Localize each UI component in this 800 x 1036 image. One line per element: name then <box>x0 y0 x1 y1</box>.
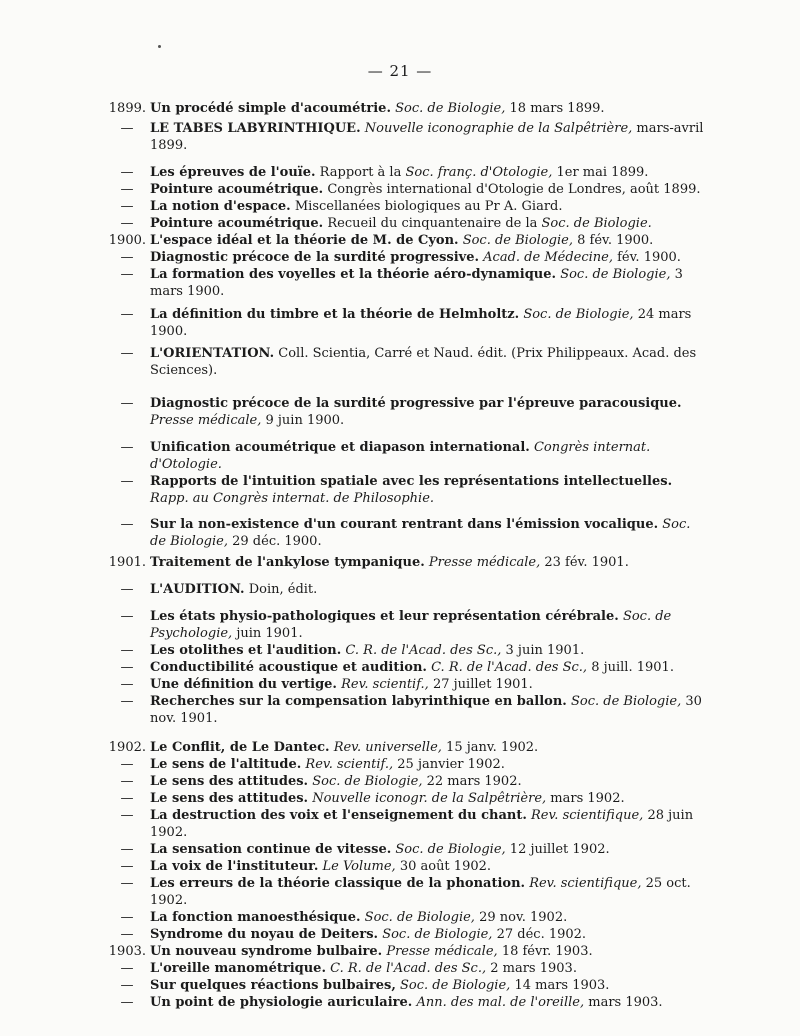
bibliography-entry <box>0 807 800 841</box>
entry-source: Soc. de Biologie, <box>523 307 634 322</box>
entry-dash: — <box>120 199 134 214</box>
entry-year: 1901. <box>108 555 146 570</box>
bibliography-entry <box>0 875 800 909</box>
bibliography-list <box>0 100 800 1011</box>
entry-text <box>150 807 710 841</box>
entry-text <box>150 266 710 300</box>
entry-year: 1899. <box>108 101 146 116</box>
entry-dash: — <box>120 643 134 658</box>
entry-date: 30 août 1902. <box>399 859 492 874</box>
entry-title: Conductibilité acoustique et audition. <box>150 660 427 675</box>
entry-title: Pointure acoumétrique. <box>150 182 324 197</box>
bibliography-entry <box>0 693 800 727</box>
entry-title: Un nouveau syndrome bulbaire. <box>150 944 383 959</box>
entry-title: Pointure acoumétrique. <box>150 216 324 231</box>
entry-date: 2 mars 1903. <box>490 961 577 976</box>
entry-title: L'oreille manométrique. <box>150 961 326 976</box>
entry-dash: — <box>120 660 134 675</box>
entry-date: 15 janv. 1902. <box>446 740 539 755</box>
entry-dash: — <box>120 859 134 874</box>
entry-text <box>150 909 710 926</box>
entry-text <box>150 306 710 340</box>
entry-date: 22 mars 1902. <box>426 774 522 789</box>
entry-date: 12 juillet 1902. <box>509 842 610 857</box>
bibliography-entry <box>0 739 800 756</box>
bibliography-entry <box>0 977 800 994</box>
entry-title: Traitement de l'ankylose tympanique. <box>150 555 425 570</box>
entry-title: L'ORIENTATION. <box>150 346 275 361</box>
entry-dash: — <box>120 609 134 624</box>
entry-dash: — <box>120 961 134 976</box>
bibliography-entry <box>0 909 800 926</box>
bibliography-entry <box>0 232 800 249</box>
entry-dash: — <box>120 808 134 823</box>
entry-title: L'AUDITION. <box>150 582 245 597</box>
bibliography-entry <box>0 249 800 266</box>
entry-title: LE TABES LABYRINTHIQUE. <box>150 121 361 136</box>
entry-text <box>150 395 710 429</box>
entry-text <box>150 659 710 676</box>
bibliography-entry <box>0 181 800 198</box>
entry-title: Sur la non-existence d'un courant rentrant dans l'émission vocalique. <box>150 517 659 532</box>
entry-date: 29 déc. 1900. <box>232 534 322 549</box>
entry-dash: — <box>120 267 134 282</box>
entry-title: Un procédé simple d'acoumétrie. <box>150 101 391 116</box>
entry-text <box>150 164 710 181</box>
entry-dash: — <box>120 517 134 532</box>
entry-text <box>150 756 710 773</box>
entry-date: mars-avril 1899. <box>150 121 704 153</box>
bibliography-entry <box>0 756 800 773</box>
entry-note: Doin, édit. <box>248 582 318 597</box>
bibliography-entry <box>0 960 800 977</box>
entry-title: Sur quelques réactions bulbaires, <box>150 978 396 993</box>
entry-dash: — <box>120 474 134 489</box>
entry-text <box>150 120 710 154</box>
entry-source: Nouvelle iconogr. de la Salpêtrière, <box>312 791 547 806</box>
entry-date: 28 juin 1902. <box>150 808 694 840</box>
entry-source: Soc. de Biologie, <box>570 694 682 709</box>
bibliography-entry <box>0 266 800 300</box>
entry-title: La notion d'espace. <box>150 199 291 214</box>
entry-text <box>150 232 710 249</box>
entry-title: Une définition du vertige. <box>150 677 337 692</box>
entry-source: Presse médicale, <box>386 944 498 959</box>
entry-source: Soc. de Psychologie, <box>150 609 672 641</box>
entry-source: Rev. scientifique, <box>531 808 644 823</box>
entry-text <box>150 439 710 473</box>
entry-date: 24 mars 1900. <box>150 307 692 339</box>
bibliography-entry <box>0 215 800 232</box>
bibliography-entry <box>0 676 800 693</box>
entry-source: Soc. franç. d'Otologie, <box>405 165 553 180</box>
entry-dash: — <box>120 774 134 789</box>
entry-date: 25 oct. 1902. <box>150 876 691 908</box>
entry-text <box>150 693 710 727</box>
entry-title: La voix de l'instituteur. <box>150 859 319 874</box>
entry-source: C. R. de l'Acad. des Sc., <box>330 961 487 976</box>
entry-dash: — <box>120 346 134 361</box>
entry-source: Soc. de Biologie, <box>312 774 423 789</box>
entry-title: Recherches sur la compensation labyrinthique en ballon. <box>150 694 567 709</box>
entry-note: Coll. Scientia, Carré et Naud. édit. (Prix Philippeaux. Acad. des Sciences). <box>150 346 697 378</box>
entry-source: Presse médicale, <box>428 555 541 570</box>
entry-dash: — <box>120 694 134 709</box>
entry-text <box>150 249 710 266</box>
entry-text <box>150 943 710 960</box>
entry-source: Nouvelle iconographie de la Salpêtrière, <box>364 121 633 136</box>
entry-dash: — <box>120 842 134 857</box>
entry-date: juin 1901. <box>236 626 303 641</box>
entry-source: Soc. de Biologie, <box>364 910 475 925</box>
bibliography-entry <box>0 659 800 676</box>
entry-text <box>150 554 710 571</box>
entry-dash: — <box>120 910 134 925</box>
entry-dash: — <box>120 876 134 891</box>
entry-text <box>150 516 710 550</box>
bibliography-entry <box>0 581 800 598</box>
entry-date: 27 juillet 1901. <box>432 677 533 692</box>
bibliography-entry <box>0 554 800 571</box>
entry-source: Soc. de Biologie, <box>150 517 691 549</box>
entry-date: mars 1903. <box>588 995 663 1010</box>
entry-text <box>150 608 710 642</box>
entry-text <box>150 841 710 858</box>
entry-source: Rev. universelle, <box>333 740 442 755</box>
entry-title: Rapports de l'intuition spatiale avec les représentations intellectuelles. <box>150 474 673 489</box>
entry-text <box>150 642 710 659</box>
entry-text <box>150 790 710 807</box>
entry-source: Acad. de Médecine, <box>483 250 613 265</box>
entry-date: 3 mars 1900. <box>150 267 683 299</box>
entry-date: 25 janvier 1902. <box>397 757 505 772</box>
entry-source: Soc. de Biologie, <box>462 233 573 248</box>
entry-source: Rapp. au Congrès internat. de Philosophie. <box>150 491 435 506</box>
entry-title: Un point de physiologie auriculaire. <box>150 995 413 1010</box>
entry-title: La définition du timbre et la théorie de Helmholtz. <box>150 307 520 322</box>
entry-dash: — <box>120 250 134 265</box>
entry-title: Le sens de l'altitude. <box>150 757 302 772</box>
entry-dash: — <box>120 121 134 136</box>
entry-text <box>150 926 710 943</box>
entry-dash: — <box>120 307 134 322</box>
entry-date: 8 juill. 1901. <box>591 660 674 675</box>
entry-title: La sensation continue de vitesse. <box>150 842 392 857</box>
entry-title: La fonction manoesthésique. <box>150 910 361 925</box>
entry-source: Rev. scientifique, <box>529 876 642 891</box>
entry-note: Rapport à la <box>319 165 402 180</box>
bibliography-entry <box>0 943 800 960</box>
bibliography-entry <box>0 642 800 659</box>
entry-title: Diagnostic précoce de la surdité progressive par l'épreuve paracousique. <box>150 396 682 411</box>
entry-title: Les épreuves de l'ouïe. <box>150 165 316 180</box>
entry-date: 14 mars 1903. <box>514 978 610 993</box>
bibliography-entry <box>0 120 800 154</box>
entry-source: Ann. des mal. de l'oreille, <box>416 995 585 1010</box>
page-speck <box>158 45 161 48</box>
bibliography-entry <box>0 926 800 943</box>
entry-title: La destruction des voix et l'enseignement du chant. <box>150 808 527 823</box>
bibliography-entry <box>0 306 800 340</box>
entry-text <box>150 994 710 1011</box>
entry-note: Congrès international d'Otologie de Londres, août 1899. <box>327 182 701 197</box>
entry-text <box>150 676 710 693</box>
entry-dash: — <box>120 677 134 692</box>
entry-source: Congrès internat. d'Otologie. <box>150 440 651 472</box>
entry-text <box>150 773 710 790</box>
entry-title: Unification acoumétrique et diapason international. <box>150 440 530 455</box>
entry-date: 18 mars 1899. <box>509 101 605 116</box>
entry-source: Soc. de Biologie, <box>382 927 493 942</box>
entry-text <box>150 739 710 756</box>
entry-dash: — <box>120 396 134 411</box>
entry-title: Le sens des attitudes. <box>150 774 309 789</box>
entry-title: Le Conflit, de Le Dantec. <box>150 740 330 755</box>
bibliography-entry <box>0 994 800 1011</box>
bibliography-entry <box>0 608 800 642</box>
entry-year: 1903. <box>108 944 146 959</box>
entry-date: 30 nov. 1901. <box>150 694 702 726</box>
entry-dash: — <box>120 582 134 597</box>
entry-year: 1900. <box>108 233 146 248</box>
bibliography-entry <box>0 858 800 875</box>
entry-title: Les otolithes et l'audition. <box>150 643 342 658</box>
entry-note: Recueil du cinquantenaire de la <box>327 216 538 231</box>
entry-date: 29 nov. 1902. <box>479 910 568 925</box>
entry-title: Les erreurs de la théorie classique de la phonation. <box>150 876 526 891</box>
entry-date: 8 fév. 1900. <box>577 233 654 248</box>
entry-source: Soc. de Biologie, <box>560 267 671 282</box>
page-number-header: — 21 — <box>367 62 433 80</box>
bibliography-entry <box>0 345 800 379</box>
entry-dash: — <box>120 165 134 180</box>
entry-dash: — <box>120 978 134 993</box>
bibliography-entry <box>0 198 800 215</box>
entry-text <box>150 581 710 598</box>
entry-text <box>150 875 710 909</box>
entry-note: Miscellanées biologiques au Pr A. Giard. <box>294 199 563 214</box>
bibliography-entry <box>0 516 800 550</box>
entry-source: C. R. de l'Acad. des Sc., <box>345 643 502 658</box>
entry-dash: — <box>120 182 134 197</box>
entry-dash: — <box>120 440 134 455</box>
entry-date: 1er mai 1899. <box>556 165 649 180</box>
entry-title: Le sens des attitudes. <box>150 791 309 806</box>
entry-date: mars 1902. <box>550 791 625 806</box>
entry-text <box>150 345 710 379</box>
entry-text <box>150 198 710 215</box>
entry-text <box>150 215 710 232</box>
entry-date: fév. 1900. <box>617 250 681 265</box>
bibliography-entry <box>0 100 800 117</box>
bibliography-entry <box>0 395 800 429</box>
entry-source: Rev. scientif., <box>341 677 429 692</box>
entry-text <box>150 960 710 977</box>
entry-text <box>150 473 710 507</box>
entry-dash: — <box>120 757 134 772</box>
entry-title: Syndrome du noyau de Deiters. <box>150 927 379 942</box>
entry-source: C. R. de l'Acad. des Sc., <box>431 660 588 675</box>
entry-date: 9 juin 1900. <box>265 413 345 428</box>
entry-title: L'espace idéal et la théorie de M. de Cyon. <box>150 233 459 248</box>
entry-source: Soc. de Biologie, <box>395 842 506 857</box>
entry-date: 27 déc. 1902. <box>496 927 587 942</box>
entry-year: 1902. <box>108 740 146 755</box>
entry-source: Le Volume, <box>322 859 396 874</box>
entry-text <box>150 100 710 117</box>
entry-source: Soc. de Biologie. <box>541 216 652 231</box>
bibliography-entry <box>0 790 800 807</box>
entry-dash: — <box>120 995 134 1010</box>
bibliography-entry <box>0 841 800 858</box>
entry-text <box>150 977 710 994</box>
entry-dash: — <box>120 927 134 942</box>
entry-source: Presse médicale, <box>150 413 262 428</box>
entry-date: 23 fév. 1901. <box>544 555 629 570</box>
entry-text <box>150 181 710 198</box>
bibliography-entry <box>0 439 800 473</box>
entry-title: Les états physio-pathologiques et leur représentation cérébrale. <box>150 609 619 624</box>
bibliography-entry <box>0 773 800 790</box>
entry-text <box>150 858 710 875</box>
entry-dash: — <box>120 216 134 231</box>
bibliography-entry <box>0 164 800 181</box>
entry-title: Diagnostic précoce de la surdité progressive. <box>150 250 480 265</box>
entry-source: Soc. de Biologie, <box>395 101 506 116</box>
entry-dash: — <box>120 791 134 806</box>
entry-date: 3 juin 1901. <box>505 643 585 658</box>
entry-source: Soc. de Biologie, <box>400 978 511 993</box>
entry-title: La formation des voyelles et la théorie aéro-dynamique. <box>150 267 557 282</box>
entry-date: 18 févr. 1903. <box>501 944 593 959</box>
bibliography-entry <box>0 473 800 507</box>
entry-source: Rev. scientif., <box>305 757 394 772</box>
